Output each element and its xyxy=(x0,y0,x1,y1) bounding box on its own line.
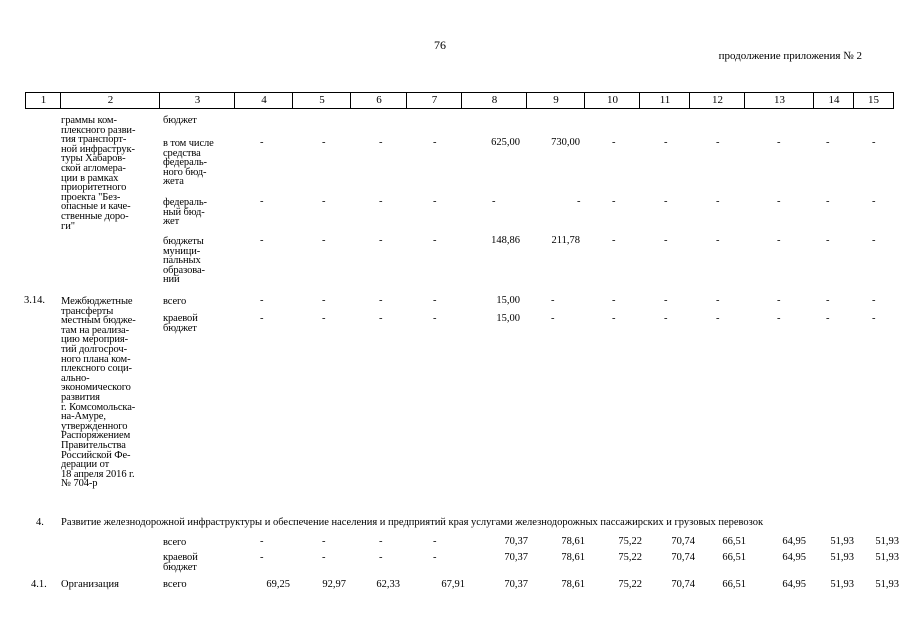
dash-cell: - xyxy=(433,552,437,563)
dash-cell: - xyxy=(260,235,264,246)
source-label: бюджеты муници- пальных образова- ний xyxy=(163,236,205,286)
section-title: Развитие железнодорожной инфраструктуры и обеспечение населения и предприятий края услугами железнодорожных пассажирских и грузовых перевозок xyxy=(61,517,764,528)
row-number: 3.14. xyxy=(24,295,45,306)
value-cell: 69,25 xyxy=(266,579,290,590)
dash-cell: - xyxy=(777,196,781,207)
dash-cell: - xyxy=(260,295,264,306)
value-cell: 64,95 xyxy=(782,579,806,590)
value-cell: 70,37 xyxy=(504,552,528,563)
dash-cell: - xyxy=(826,137,830,148)
dash-cell: - xyxy=(433,235,437,246)
dash-cell: - xyxy=(433,137,437,148)
dash-cell: - xyxy=(433,536,437,547)
dash-cell: - xyxy=(777,235,781,246)
value-cell: 51,93 xyxy=(830,579,854,590)
header-cell: 13 xyxy=(744,92,814,109)
value-cell: 51,93 xyxy=(830,536,854,547)
header-cell: 9 xyxy=(526,92,585,109)
dash-cell: - xyxy=(716,235,720,246)
value-cell: 66,51 xyxy=(722,552,746,563)
value-cell: 70,74 xyxy=(671,579,695,590)
dash-cell: - xyxy=(716,313,720,324)
value-cell: 730,00 xyxy=(551,137,580,148)
dash-cell: - xyxy=(379,552,383,563)
value-cell: 51,93 xyxy=(875,536,899,547)
dash-cell: - xyxy=(777,137,781,148)
dash-cell: - xyxy=(826,295,830,306)
dash-cell: - xyxy=(826,313,830,324)
dash-cell: - xyxy=(551,313,555,324)
value-cell: 51,93 xyxy=(875,579,899,590)
header-cell: 5 xyxy=(292,92,351,109)
value-cell: 70,37 xyxy=(504,536,528,547)
value-cell: 51,93 xyxy=(830,552,854,563)
dash-cell: - xyxy=(322,196,326,207)
dash-cell: - xyxy=(612,313,616,324)
dash-cell: - xyxy=(322,235,326,246)
dash-cell: - xyxy=(260,196,264,207)
dash-cell: - xyxy=(664,295,668,306)
dash-cell: - xyxy=(872,295,876,306)
value-cell: 70,74 xyxy=(671,552,695,563)
dash-cell: - xyxy=(433,295,437,306)
value-cell: 148,86 xyxy=(491,235,520,246)
dash-cell: - xyxy=(716,295,720,306)
dash-cell: - xyxy=(379,295,383,306)
value-cell: 62,33 xyxy=(376,579,400,590)
dash-cell: - xyxy=(777,295,781,306)
value-cell: 78,61 xyxy=(561,552,585,563)
value-cell: 66,51 xyxy=(722,579,746,590)
value-cell: 70,37 xyxy=(504,579,528,590)
value-cell: 78,61 xyxy=(561,536,585,547)
header-cell: 6 xyxy=(350,92,407,109)
dash-cell: - xyxy=(379,313,383,324)
source-label: краевой бюджет xyxy=(163,552,198,573)
dash-cell: - xyxy=(777,313,781,324)
header-cell: 15 xyxy=(853,92,894,109)
program-description: граммы ком- плексного разви- тия транспорт- ной инфраструк- туры Хабаров- ской агломера- ции в рамках приоритетного проекта "Без- опасные и каче- ственные доро- ги" xyxy=(61,115,136,232)
header-cell: 2 xyxy=(60,92,160,109)
header-cell: 3 xyxy=(159,92,235,109)
annex-title: продолжение приложения № 2 xyxy=(718,50,862,62)
value-cell: 66,51 xyxy=(722,536,746,547)
dash-cell: - xyxy=(612,196,616,207)
dash-cell: - xyxy=(322,536,326,547)
dash-cell: - xyxy=(260,313,264,324)
page-number: 76 xyxy=(434,38,446,52)
dash-cell: - xyxy=(872,313,876,324)
row-number: 4.1. xyxy=(31,579,47,590)
header-cell: 10 xyxy=(584,92,640,109)
header-cell: 1 xyxy=(25,92,61,109)
dash-cell: - xyxy=(872,235,876,246)
value-cell: 75,22 xyxy=(618,552,642,563)
dash-cell: - xyxy=(379,137,383,148)
value-cell: 15,00 xyxy=(496,295,520,306)
dash-cell: - xyxy=(433,196,437,207)
source-label: всего xyxy=(163,296,187,307)
dash-cell: - xyxy=(379,536,383,547)
dash-cell: - xyxy=(612,295,616,306)
dash-cell: - xyxy=(433,313,437,324)
value-cell: 64,95 xyxy=(782,536,806,547)
value-cell: 625,00 xyxy=(491,137,520,148)
dash-cell: - xyxy=(260,536,264,547)
header-cell: 8 xyxy=(461,92,527,109)
value-cell: 15,00 xyxy=(496,313,520,324)
dash-cell: - xyxy=(322,137,326,148)
header-cell: 4 xyxy=(234,92,293,109)
value-cell: 92,97 xyxy=(322,579,346,590)
dash-cell: - xyxy=(826,196,830,207)
dash-cell: - xyxy=(492,196,496,207)
dash-cell: - xyxy=(322,552,326,563)
dash-cell: - xyxy=(664,137,668,148)
value-cell: 67,91 xyxy=(441,579,465,590)
row-number: 4. xyxy=(36,517,44,528)
dash-cell: - xyxy=(716,196,720,207)
dash-cell: - xyxy=(379,235,383,246)
dash-cell: - xyxy=(664,235,668,246)
table-header xyxy=(25,92,892,109)
measure-name: Организация xyxy=(61,579,119,590)
value-cell: 78,61 xyxy=(561,579,585,590)
source-label: всего xyxy=(163,579,187,590)
dash-cell: - xyxy=(260,552,264,563)
dash-cell: - xyxy=(716,137,720,148)
dash-cell: - xyxy=(379,196,383,207)
dash-cell: - xyxy=(260,137,264,148)
dash-cell: - xyxy=(322,313,326,324)
source-label: краевой бюджет xyxy=(163,313,198,334)
source-label: всего xyxy=(163,537,187,548)
dash-cell: - xyxy=(612,235,616,246)
source-label: федераль- ный бюд- жет xyxy=(163,197,207,228)
source-label: в том числе средства федераль- ного бюд- жета xyxy=(163,138,214,188)
dash-cell: - xyxy=(612,137,616,148)
dash-cell: - xyxy=(826,235,830,246)
dash-cell: - xyxy=(322,295,326,306)
dash-cell: - xyxy=(551,295,555,306)
value-cell: 211,78 xyxy=(551,235,580,246)
header-cell: 11 xyxy=(639,92,690,109)
dash-cell: - xyxy=(872,196,876,207)
measure-description: Межбюджетные трансферты местным бюдже- там на реализа- цию мероприя- тий долгосроч- ного плана ком- плексного соци- ально- экономического развития г. Комсомольска- на-Амуре, утвержденного Распоряжением Правительства Российской Фе- дерации от 18 апреля 2016 г. № 704-р xyxy=(61,296,136,490)
dash-cell: - xyxy=(664,196,668,207)
dash-cell: - xyxy=(577,196,581,207)
header-cell: 12 xyxy=(689,92,745,109)
value-cell: 75,22 xyxy=(618,579,642,590)
value-cell: 75,22 xyxy=(618,536,642,547)
value-cell: 51,93 xyxy=(875,552,899,563)
dash-cell: - xyxy=(872,137,876,148)
source-label: бюджет xyxy=(163,115,197,126)
value-cell: 70,74 xyxy=(671,536,695,547)
header-cell: 7 xyxy=(406,92,462,109)
dash-cell: - xyxy=(664,313,668,324)
value-cell: 64,95 xyxy=(782,552,806,563)
header-cell: 14 xyxy=(813,92,854,109)
